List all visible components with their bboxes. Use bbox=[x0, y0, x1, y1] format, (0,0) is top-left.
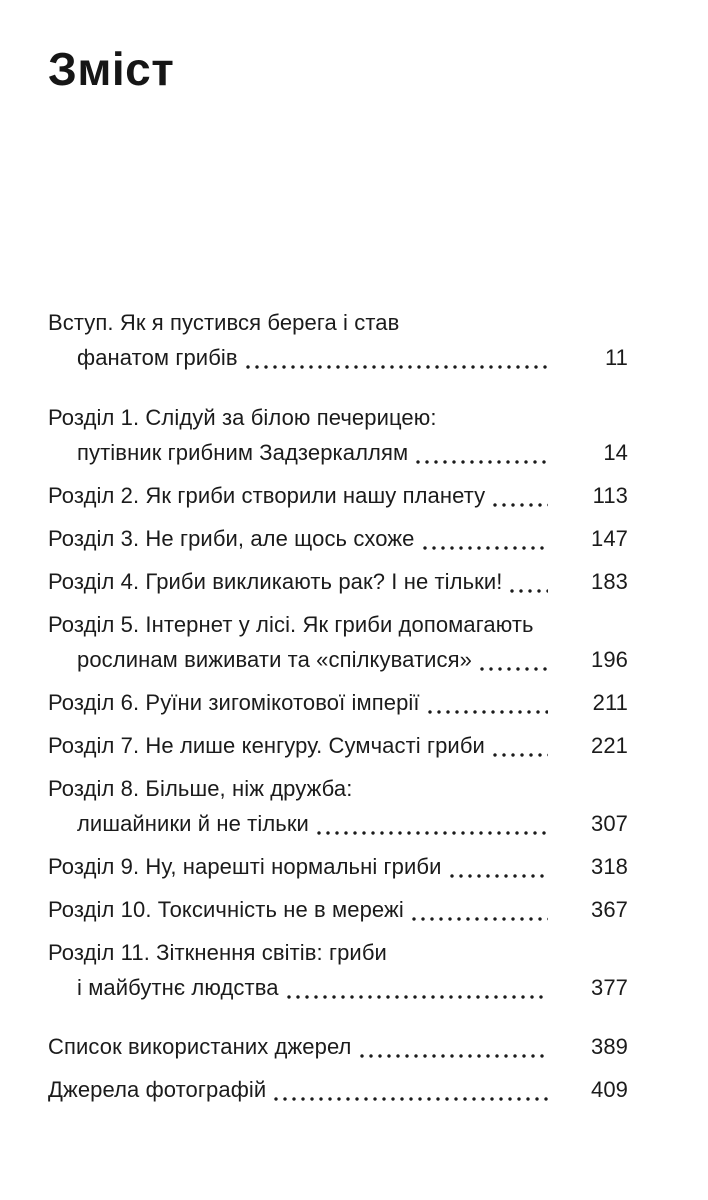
toc-list bbox=[48, 305, 628, 1107]
toc-entry-title-line: Розділ 11. Зіткнення світів: гриби bbox=[48, 940, 387, 965]
toc-entry-text: Джерела фотографій bbox=[48, 1077, 267, 1102]
toc-page-number: 196 bbox=[590, 647, 628, 672]
toc-entry-row bbox=[48, 564, 628, 599]
toc-entry bbox=[48, 305, 628, 375]
toc-entry-row bbox=[48, 1029, 628, 1064]
toc-entry bbox=[48, 849, 628, 884]
toc-entry-row bbox=[48, 478, 628, 513]
toc-page-number: 307 bbox=[590, 811, 628, 836]
toc-entry-text: Розділ 3. Не гриби, але щось схоже bbox=[48, 526, 415, 551]
toc-entry-text: путівник грибним Задзеркаллям bbox=[77, 440, 409, 465]
toc-entry-text: Розділ 7. Не лише кенгуру. Сумчасті гриби bbox=[48, 733, 485, 758]
toc-page-number: 409 bbox=[590, 1077, 628, 1102]
toc-entry bbox=[48, 892, 628, 927]
dot-leader bbox=[286, 994, 548, 1000]
toc-entry-text: лишайники й не тільки bbox=[77, 811, 309, 836]
toc-entry-text: рослинам виживати та «спілкуватися» bbox=[77, 647, 472, 672]
toc-entry bbox=[48, 478, 628, 513]
dot-leader bbox=[415, 459, 548, 465]
dot-leader bbox=[359, 1053, 549, 1059]
toc-entry bbox=[48, 564, 628, 599]
toc-entry-text: Список використаних джерел bbox=[48, 1034, 352, 1059]
toc-entry-title-line: Розділ 1. Слідуй за білою печерицею: bbox=[48, 405, 437, 430]
toc-entry-row bbox=[48, 642, 628, 677]
toc-entry-text: і майбутнє людства bbox=[77, 975, 279, 1000]
toc-entry-row bbox=[48, 806, 628, 841]
dot-leader bbox=[422, 545, 548, 551]
dot-leader bbox=[273, 1096, 548, 1102]
toc-entry bbox=[48, 935, 628, 1005]
toc-entry-row bbox=[48, 892, 628, 927]
toc-page-number: 113 bbox=[592, 483, 628, 508]
toc-entry-row bbox=[48, 970, 628, 1005]
toc-entry bbox=[48, 1029, 628, 1064]
toc-entry-row bbox=[48, 1072, 628, 1107]
toc-entry-row bbox=[48, 685, 628, 720]
toc-entry-row bbox=[48, 728, 628, 763]
toc-entry bbox=[48, 400, 628, 470]
toc-page-number: 147 bbox=[590, 526, 628, 551]
dot-leader bbox=[509, 588, 548, 594]
toc-entry-text: Розділ 4. Гриби викликають рак? І не тільки! bbox=[48, 569, 503, 594]
toc-entry-text: Розділ 2. Як гриби створили нашу планету bbox=[48, 483, 486, 508]
toc-entry-text: Розділ 6. Руїни зигомікотової імперії bbox=[48, 690, 420, 715]
toc-page-number: 211 bbox=[592, 690, 628, 715]
dot-leader bbox=[492, 502, 548, 508]
toc-entry-text: фанатом грибів bbox=[77, 345, 238, 370]
dot-leader bbox=[316, 830, 548, 836]
dot-leader bbox=[411, 916, 548, 922]
toc-entry-title-line: Вступ. Як я пустився берега і став bbox=[48, 310, 400, 335]
toc-entry-text: Розділ 9. Ну, нарешті нормальні гриби bbox=[48, 854, 442, 879]
toc-page-number: 11 bbox=[604, 345, 628, 370]
dot-leader bbox=[245, 364, 548, 370]
toc-page-number: 14 bbox=[603, 440, 628, 465]
toc-entry bbox=[48, 771, 628, 841]
toc-page-number: 389 bbox=[590, 1034, 628, 1059]
page-title: Зміст bbox=[48, 43, 175, 95]
toc-entry-title-line: Розділ 5. Інтернет у лісі. Як гриби допомагають bbox=[48, 612, 534, 637]
toc-entry-row bbox=[48, 521, 628, 556]
toc-page-number: 377 bbox=[590, 975, 628, 1000]
toc-page-number: 221 bbox=[590, 733, 628, 758]
dot-leader bbox=[449, 873, 549, 879]
toc-entry-row bbox=[48, 340, 628, 375]
toc-entry bbox=[48, 1072, 628, 1107]
toc-entry-row bbox=[48, 849, 628, 884]
dot-leader bbox=[479, 666, 548, 672]
dot-leader bbox=[492, 752, 548, 758]
toc-entry bbox=[48, 728, 628, 763]
toc-entry-text: Розділ 10. Токсичність не в мережі bbox=[48, 897, 404, 922]
toc-page-number: 183 bbox=[590, 569, 628, 594]
toc-page-number: 318 bbox=[590, 854, 628, 879]
toc-entry-title-line: Розділ 8. Більше, ніж дружба: bbox=[48, 776, 353, 801]
toc-entry bbox=[48, 607, 628, 677]
dot-leader bbox=[427, 709, 548, 715]
toc-entry-row bbox=[48, 435, 628, 470]
toc-entry bbox=[48, 521, 628, 556]
toc-page-number: 367 bbox=[590, 897, 628, 922]
toc-entry bbox=[48, 685, 628, 720]
